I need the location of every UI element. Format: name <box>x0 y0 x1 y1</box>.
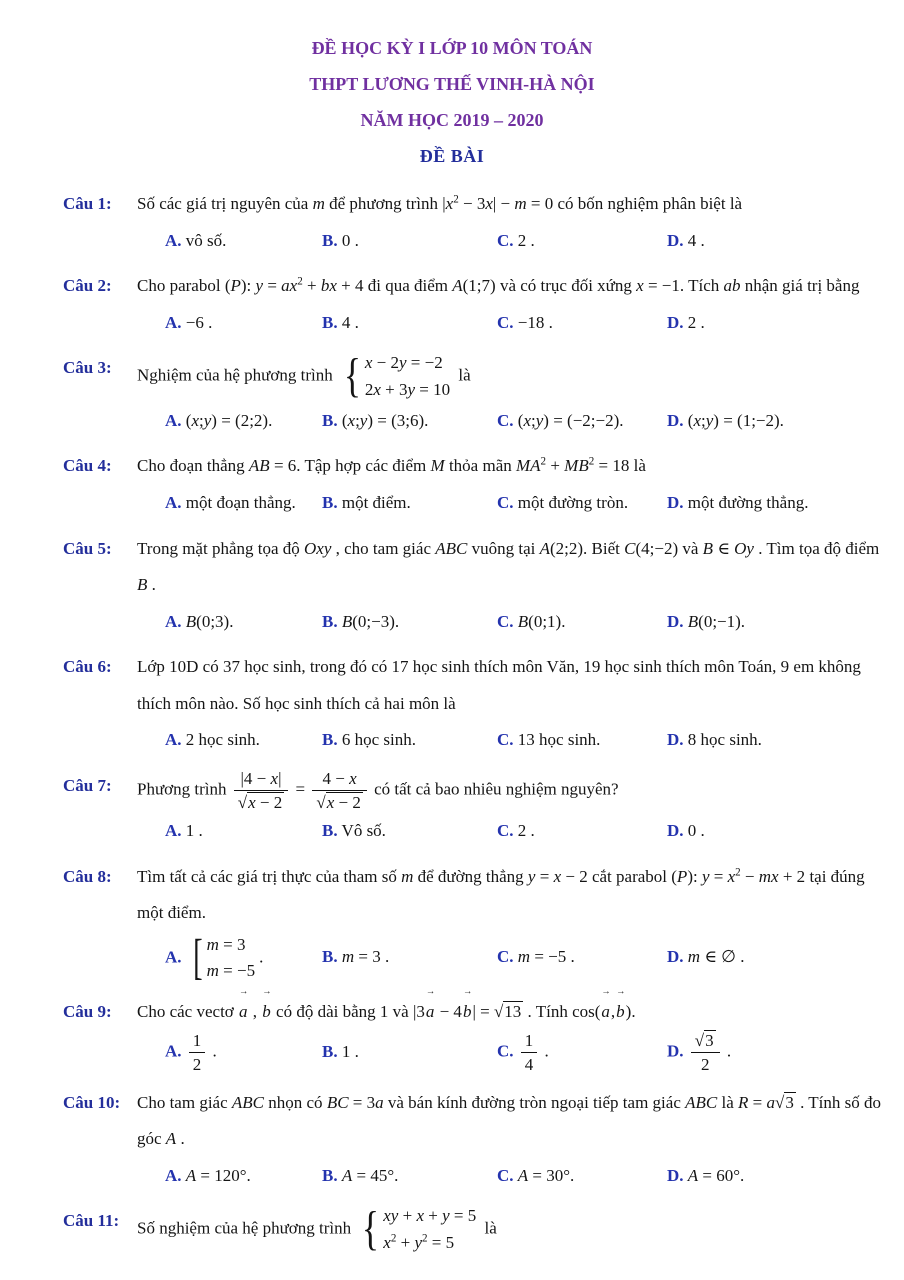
school-name: THPT LƯƠNG THẾ VINH-HÀ NỘI <box>309 74 595 94</box>
option-D: D. $\frac{√3}{2}$ . <box>667 1031 732 1075</box>
options-row <box>165 403 882 440</box>
option-letter: A. <box>165 312 182 332</box>
option-letter: C. <box>497 947 514 967</box>
question-label: Câu 6: <box>63 657 112 677</box>
option-letter: C. <box>497 410 514 430</box>
option-A: A. $\frac{1}{2}$ . <box>165 1031 217 1075</box>
option-letter: A. <box>165 611 182 631</box>
option-D: D. một đường thẳng. <box>667 492 809 512</box>
option-letter: B. <box>322 947 338 967</box>
option-D: D. 2 . <box>667 312 705 332</box>
question-label: Câu 9: <box>63 1001 112 1021</box>
question-stem: Tìm tất cả các giá trị thực của tham số m để đường thẳng y = x − 2 cắt parabol (P): $y = x^2$ − mx + 2 tại đúng một điểm. <box>137 866 865 923</box>
exam-title: ĐỀ HỌC KỲ I LỚP 10 MÔN TOÁN <box>311 38 593 58</box>
options-row <box>165 223 882 260</box>
question-9 <box>0 994 904 1076</box>
option-letter: C. <box>497 230 514 250</box>
option-letter: B. <box>322 230 338 250</box>
question-stem: Cho các vectơ a → , b → có độ dài bằng 1 và |3a → − 4b →| = √13 . Tính cos(a →,b →). <box>137 994 882 1031</box>
option-D: D. B(0;−1). <box>667 611 746 631</box>
question-label: Câu 3: <box>63 358 112 378</box>
options-row <box>165 604 882 641</box>
exam-header <box>0 0 904 174</box>
question-4 <box>0 448 904 521</box>
question-10 <box>0 1085 904 1195</box>
option-letter: B. <box>322 492 338 512</box>
school-year: NĂM HỌC 2019 – 2020 <box>360 110 544 130</box>
option-letter: D. <box>667 947 684 967</box>
option-B: B. A = 45°. <box>322 1165 399 1185</box>
option-B: B. m = 3 . <box>322 947 390 967</box>
option-letter: A. <box>165 230 182 250</box>
question-label: Câu 2: <box>63 276 112 296</box>
option-B: B. một điểm. <box>322 492 411 512</box>
option-letter: B. <box>322 1165 338 1185</box>
question-label: Câu 7: <box>63 775 112 795</box>
option-C: C. 2 . <box>497 821 535 841</box>
option-C: C. m = −5 . <box>497 947 575 967</box>
option-letter: B. <box>322 821 338 841</box>
question-stem: Phương trình $\frac{|4 - x|}{√x - 2}$ = $\frac{4 - x}{√x - 2}$ có tất cả bao nhiêu nghiệm nguyên? <box>137 768 619 813</box>
option-letter: B. <box>322 410 338 430</box>
options-row <box>165 813 882 850</box>
option-letter: A. <box>165 1165 182 1185</box>
option-B: B. Vô số. <box>322 821 386 841</box>
option-letter: C. <box>497 611 514 631</box>
option-letter: A. <box>165 1041 182 1061</box>
option-B: B. B(0;−3). <box>322 611 400 631</box>
question-label: Câu 8: <box>63 866 112 886</box>
option-C: C. (x;y) = (−2;−2). <box>497 410 624 430</box>
question-list <box>0 186 904 1256</box>
question-label: Câu 10: <box>63 1092 121 1112</box>
question-6 <box>0 649 904 759</box>
option-D: D. 8 học sinh. <box>667 730 762 750</box>
option-D: D. 0 . <box>667 821 705 841</box>
option-A: A. A = 120°. <box>165 1165 251 1185</box>
option-letter: C. <box>497 821 514 841</box>
question-1 <box>0 186 904 259</box>
question-2 <box>0 268 904 341</box>
option-letter: D. <box>667 230 684 250</box>
option-B: B. 4 . <box>322 312 359 332</box>
option-letter: D. <box>667 492 684 512</box>
option-letter: D. <box>667 730 684 750</box>
question-stem: Cho parabol (P): $y = ax^2$ + bx + 4 đi qua điểm A(1;7) và có trục đối xứng x = −1. Tích ab nhận giá trị bằng <box>137 275 860 296</box>
question-stem: Trong mặt phẳng tọa độ Oxy , cho tam giác ABC vuông tại A(2;2). Biết C(4;−2) và B ∈ Oy . Tìm tọa độ điểm B . <box>137 538 880 595</box>
question-3 <box>0 350 904 439</box>
question-8 <box>0 859 904 985</box>
option-letter: B. <box>322 1041 338 1061</box>
options-row <box>165 1030 882 1076</box>
question-stem: Cho đoạn thẳng AB = 6. Tập hợp các điểm M thỏa mãn $MA^2 + MB^2 = 18$ là <box>137 455 646 476</box>
option-D: D. 4 . <box>667 230 705 250</box>
option-D: D. m ∈ ∅ . <box>667 947 745 967</box>
option-letter: D. <box>667 1041 684 1061</box>
option-letter: A. <box>165 947 182 967</box>
option-letter: D. <box>667 611 684 631</box>
option-letter: A. <box>165 410 182 430</box>
option-letter: C. <box>497 1041 514 1061</box>
option-A: A. vô số. <box>165 230 227 250</box>
option-letter: A. <box>165 730 182 750</box>
option-A: A. 1 . <box>165 821 203 841</box>
option-D: D. (x;y) = (1;−2). <box>667 410 784 430</box>
option-letter: A. <box>165 821 182 841</box>
option-letter: D. <box>667 312 684 332</box>
question-5 <box>0 531 904 641</box>
option-C: C. 13 học sinh. <box>497 730 601 750</box>
question-stem: Số các giá trị nguyên của m để phương trình $|x^2 - 3x| - m = 0$ có bốn nghiệm phân biệt là <box>137 193 743 213</box>
question-11 <box>0 1203 904 1256</box>
option-letter: B. <box>322 312 338 332</box>
option-B: B. 1 . <box>322 1041 359 1061</box>
question-label: Câu 5: <box>63 538 112 558</box>
option-letter: D. <box>667 821 684 841</box>
option-letter: C. <box>497 312 514 332</box>
options-row <box>165 932 882 985</box>
options-row <box>165 1158 882 1195</box>
option-letter: B. <box>322 730 338 750</box>
question-stem: Nghiệm của hệ phương trình { x − 2y = −2 2x + 3y = 10 là <box>137 349 471 402</box>
question-stem: Số nghiệm của hệ phương trình { xy + x + y = 5 $x^2 + y^2 = 5$ là <box>137 1203 497 1256</box>
option-C: C. −18 . <box>497 312 553 332</box>
option-C: C. B(0;1). <box>497 611 566 631</box>
option-C: C. 2 . <box>497 230 535 250</box>
question-label: Câu 4: <box>63 456 112 476</box>
options-row <box>165 305 882 342</box>
option-letter: C. <box>497 492 514 512</box>
option-letter: B. <box>322 611 338 631</box>
option-letter: C. <box>497 1165 514 1185</box>
option-C: C. một đường tròn. <box>497 492 629 512</box>
option-B: B. (x;y) = (3;6). <box>322 410 429 430</box>
option-B: B. 0 . <box>322 230 359 250</box>
option-letter: D. <box>667 1165 684 1185</box>
option-letter: D. <box>667 410 684 430</box>
question-label: Câu 11: <box>63 1211 120 1231</box>
question-stem: Lớp 10D có 37 học sinh, trong đó có 17 học sinh thích môn Văn, 19 học sinh thích môn Toán, 9 em không thích môn nào. Số học sinh thích cả hai môn là <box>137 657 861 713</box>
option-A: A. (x;y) = (2;2). <box>165 410 273 430</box>
option-A: A. B(0;3). <box>165 611 234 631</box>
option-letter: C. <box>497 730 514 750</box>
option-C: C. $\frac{1}{4}$ . <box>497 1031 549 1075</box>
question-stem: Cho tam giác ABC nhọn có BC = 3a và bán kính đường tròn ngoại tiếp tam giác ABC là R = a√3 . Tính số đo góc A . <box>137 1092 881 1149</box>
option-A: A. −6 . <box>165 312 213 332</box>
question-7 <box>0 768 904 850</box>
option-B: B. 6 học sinh. <box>322 730 416 750</box>
options-row <box>165 485 882 522</box>
question-label: Câu 1: <box>63 194 112 213</box>
option-letter: A. <box>165 492 182 512</box>
option-C: C. A = 30°. <box>497 1165 575 1185</box>
section-title: ĐỀ BÀI <box>419 146 485 166</box>
option-D: D. A = 60°. <box>667 1165 745 1185</box>
option-A: A. một đoạn thẳng. <box>165 492 296 512</box>
option-A: A. 2 học sinh. <box>165 730 260 750</box>
option-A: A. [ m = 3 m = −5 . <box>165 930 264 985</box>
options-row <box>165 722 882 759</box>
